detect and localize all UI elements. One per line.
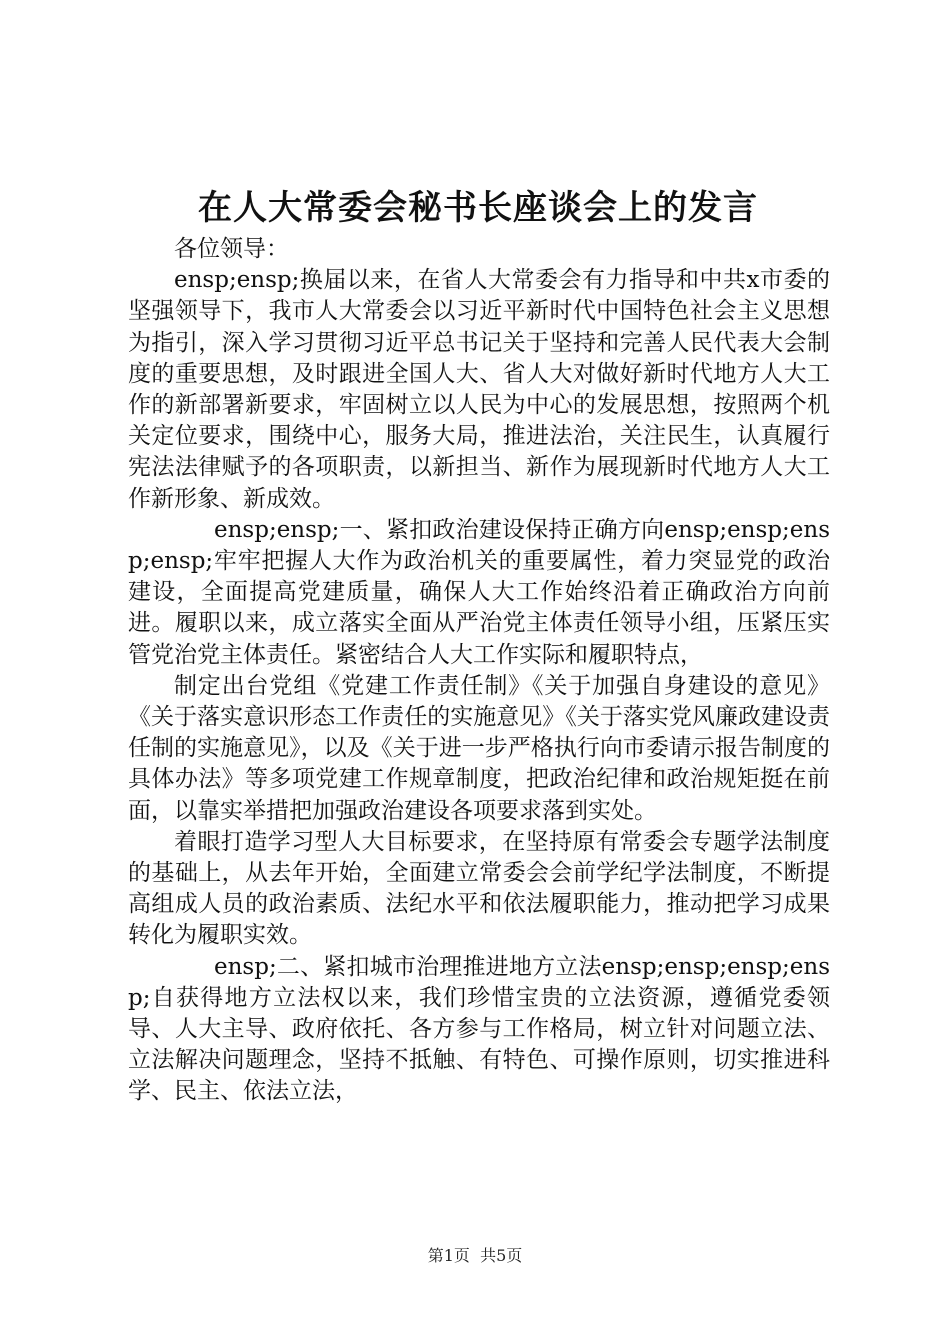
- section-two-paragraph: ensp;二、紧扣城市治理推进地方立法ensp;ensp;ensp;ensp;自获得地方立法权以来，我们珍惜宝贵的立法资源，遵循党委领导、人大主导、政府依托、各方参与工作格局，树立针对问题立法、立法解决问题理念，坚持不抵触、有特色、可操作原则，切实推进科学、民主、依法立法，: [128, 953, 830, 1105]
- document-body: [128, 234, 830, 1108]
- page-number-footer: 第1页 共5页: [427, 1246, 523, 1265]
- body-paragraph: ensp;ensp;换届以来，在省人大常委会有力指导和中共x市委的坚强领导下，我市人大常委会以习近平新时代中国特色社会主义思想为指引，深入学习贯彻习近平总书记关于坚持和完善人民代表大会制度的重要思想，及时跟进全国人大、省人大对做好新时代地方人大工作的新部署新要求，牢固树立以人民为中心的发展思想，按照两个机关定位要求，围绕中心，服务大局，推进法治，关注民生，认真履行宪法法律赋予的各项职责，以新担当、新作为展现新时代地方人大工作新形象、新成效。: [128, 267, 830, 512]
- document-title: 在人大常委会秘书长座谈会上的发言: [198, 188, 758, 228]
- body-paragraph: 着眼打造学习型人大目标要求，在坚持原有常委会专题学法制度的基础上，从去年开始，全面建立常委会会前学纪学法制度，不断提高组成人员的政治素质、法纪水平和依法履职能力，推动把学习成果转化为履职实效。: [128, 828, 830, 949]
- body-paragraph: 制定出台党组《党建工作责任制》《关于加强自身建设的意见》《关于落实意识形态工作责任的实施意见》《关于落实党风廉政建设责任制的实施意见》，以及《关于进一步严格执行向市委请示报告制度的具体办法》等多项党建工作规章制度，把政治纪律和政治规矩挺在前面，以靠实举措把加强政治建设各项要求落到实处。: [128, 672, 830, 824]
- salutation-paragraph: 各位领导：: [174, 236, 289, 262]
- section-one-paragraph: ensp;ensp;一、紧扣政治建设保持正确方向ensp;ensp;ensp;ensp;牢牢把握人大作为政治机关的重要属性，着力突显党的政治建设，全面提高党建质量，确保人大工作始终沿着正确政治方向前进。履职以来，成立落实全面从严治党主体责任领导小组，压紧压实管党治党主体责任。紧密结合人大工作实际和履职特点，: [128, 516, 830, 668]
